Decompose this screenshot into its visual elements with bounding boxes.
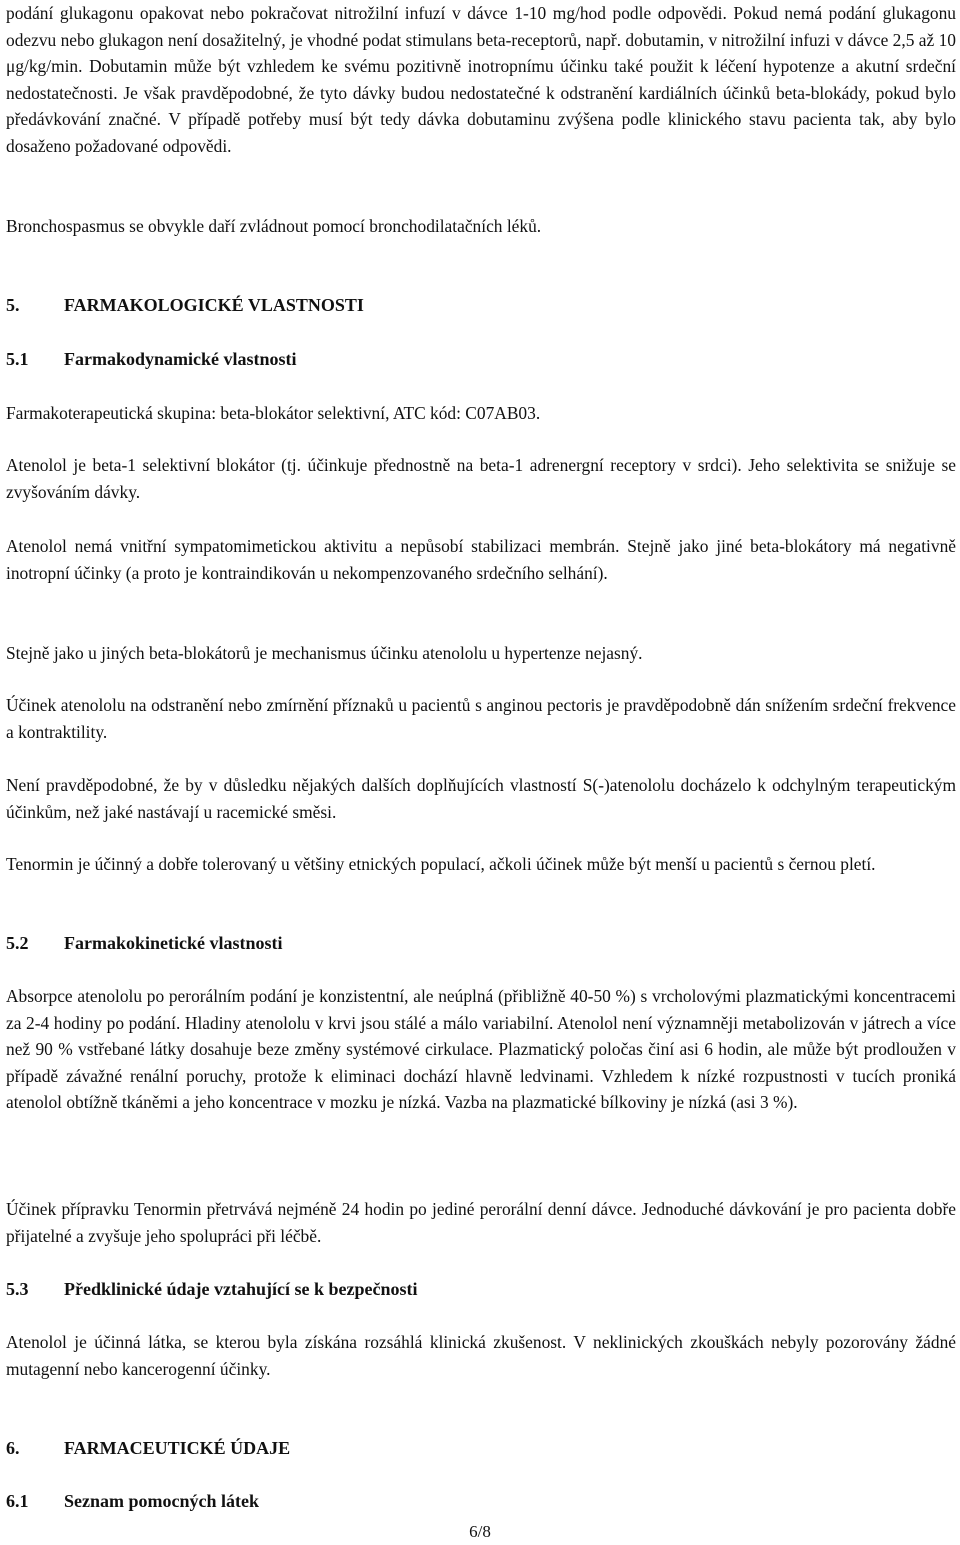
section-title: Farmakodynamické vlastnosti [64,349,297,369]
section-heading-5-3 [6,1276,418,1303]
section-title: Předklinické údaje vztahující se k bezpečnosti [64,1279,418,1299]
section-title: FARMAKOLOGICKÉ VLASTNOSTI [64,295,364,315]
paragraph-mechanism: Stejně jako u jiných beta-blokátorů je mechanismus účinku atenololu u hypertenze nejasný. [6,643,643,663]
paragraph-overdose-treatment: podání glukagonu opakovat nebo pokračovat nitrožilní infuzí v dávce 1-10 mg/hod podle odpovědi. Pokud nemá podání glukagonu odezvu nebo glukagon není dosažitelný, je vhodné podat stimulans beta-receptorů, např. dobutamin, v nitrožilní infuzi v dávce 2,5 až 10 μg/kg/min. Dobutamin může být vzhledem ke svému pozitivně inotropnímu účinku také použit k léčení hypotenze a akutní srdeční nedostatečnosti. Je však pravděpodobné, že tyto dávky budou nedostatečné k odstranění kardiálních účinků beta-blokády, pokud bylo předávkování značné. V případě potřeby musí být tedy dávka dobutaminu zvýšena podle klinického stavu pacienta tak, aby bylo dosaženo požadované odpovědi. [6,3,956,156]
paragraph-preclinical: Atenolol je účinná látka, se kterou byla získána rozsáhlá klinická zkušenost. V neklinických zkouškách nebyly pozorovány žádné mutagenní nebo kancerogenní účinky. [6,1332,956,1379]
section-number: 5.2 [6,933,29,953]
paragraph-bronchospasm: Bronchospasmus se obvykle daří zvládnout pomocí bronchodilatačních léků. [6,216,542,236]
section-number: 5.1 [6,349,29,369]
section-heading-5 [6,292,364,319]
section-number: 6.1 [6,1491,29,1511]
paragraph-duration: Účinek přípravku Tenormin přetrvává nejméně 24 hodin po jediné perorální denní dávce. Jednoduché dávkování je pro pacienta dobře přijatelné a zvyšuje jeho spolupráci při léčbě. [6,1199,956,1246]
section-number: 5. [6,295,20,315]
section-heading-5-1 [6,346,297,373]
section-number: 6. [6,1438,20,1458]
section-title: FARMACEUTICKÉ ÚDAJE [64,1438,291,1458]
paragraph-enantiomer: Není pravděpodobné, že by v důsledku nějakých dalších doplňujících vlastností S(-)atenololu docházelo k odchylným terapeutickým účinkům, než jaké nastávají u racemické směsi. [6,775,956,822]
paragraph-ethnic: Tenormin je účinný a dobře tolerovaný u většiny etnických populací, ačkoli účinek může být menší u pacientů s černou pletí. [6,854,876,874]
paragraph-absorption: Absorpce atenololu po perorálním podání je konzistentní, ale neúplná (přibližně 40-50 %) s vrcholovými plazmatickými koncentracemi za 2-4 hodiny po podání. Hladiny atenololu v krvi jsou stálé a málo variabilní. Atenolol není významněji metabolizován v játrech a více než 90 % vstřebané látky dosahuje beze změny systémové cirkulace. Plazmatický poločas činí asi 6 hodin, ale může být prodloužen v případě závažné renální poruchy, protože k eliminaci dochází hlavně ledvinami. Vzhledem k nízké rozpustnosti v tucích proniká atenolol obtížně tkáněmi a jeho koncentrace v mozku je nízká. Vazba na plazmatické bílkoviny je nízká (asi 3 %). [6,986,956,1112]
section-heading-5-2 [6,930,283,957]
section-title: Farmakokinetické vlastnosti [64,933,283,953]
page-number: 6/8 [469,1522,491,1541]
paragraph-selectivity: Atenolol je beta-1 selektivní blokátor (tj. účinkuje přednostně na beta-1 adrenergní receptory v srdci). Jeho selektivita se snižuje se zvyšováním dávky. [6,455,956,502]
section-number: 5.3 [6,1279,29,1299]
section-heading-6-1 [6,1488,259,1515]
paragraph-atc-code: Farmakoterapeutická skupina: beta-blokátor selektivní, ATC kód: C07AB03. [6,403,541,423]
section-title: Seznam pomocných látek [64,1491,259,1511]
paragraph-isa: Atenolol nemá vnitřní sympatomimetickou aktivitu a nepůsobí stabilizaci membrán. Stejně jako jiné beta-blokátory má negativně inotropní účinky (a proto je kontraindikován u nekompenzovaného srdečního selhání). [6,536,956,583]
section-heading-6 [6,1435,290,1462]
paragraph-angina: Účinek atenololu na odstranění nebo zmírnění příznaků u pacientů s anginou pectoris je pravděpodobně dán snížením srdeční frekvence a kontraktility. [6,695,956,742]
